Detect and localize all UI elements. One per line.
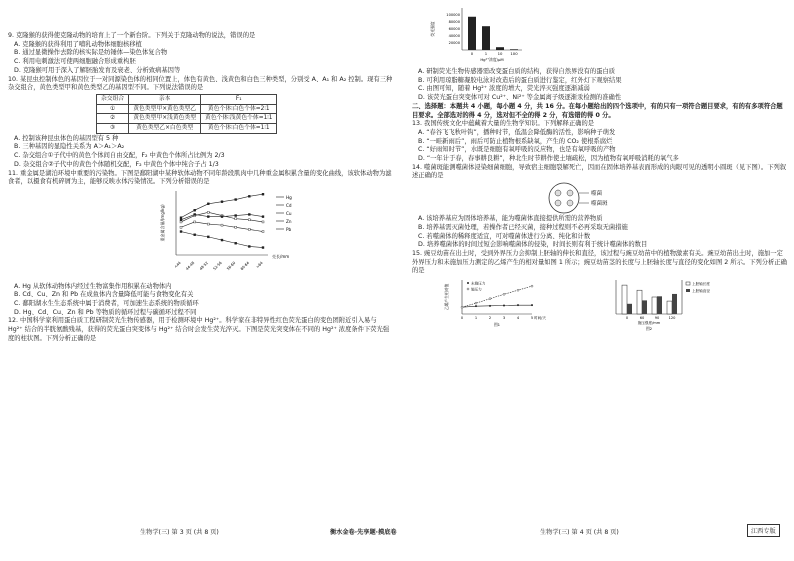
q11-option-c: C. 鄱阳湖水生生态系统中属于消费者，可加速生态系统的物质循环	[14, 300, 199, 308]
section-2-heading: 二、选择题：本题共 4 小题，每小题 4 分，共 16 分。在每小题给出的四个选项中，有的只有一项符合题目要求，有的有多项符合题目要求。全部选对的得 4 分，选对但不全的得 2 分，有选错的得 0 分。	[412, 102, 783, 119]
x-tick-label: 4	[516, 316, 520, 321]
data-point-Cu	[235, 214, 237, 216]
figure-caption: 图2	[645, 326, 653, 332]
data-point-Hg	[248, 195, 250, 197]
diagram-label-plaque: 噬菌斑	[591, 201, 608, 208]
x-tick-label: 0	[460, 316, 464, 321]
data-point-Hg	[194, 209, 196, 211]
table-cell: ②	[97, 114, 129, 124]
bar-diameter	[627, 304, 632, 314]
q14-option-a: A. 该培养基应为固体培养基，能为噬菌体直接提供所需的营养物质	[418, 215, 603, 223]
legend-label-diameter: 上胚轴直径	[692, 289, 710, 294]
x-tick-label: 1	[484, 51, 488, 56]
data-point-Pb	[221, 239, 223, 241]
table-cell: 黄色类型甲×浅黄色类型	[129, 114, 201, 124]
petri-dish-icon	[547, 181, 637, 215]
series-line-Hg	[181, 194, 263, 217]
data-point-no-pressure	[517, 304, 519, 306]
x-axis-label: Hg²⁺浓度/μM	[480, 57, 504, 62]
q13-option-d: D. “一年计于春，春事耕良耕”，种北生时节耕作使土壤疏松，因为植物有氧呼吸消耗的氧气多	[418, 155, 679, 163]
q14-petri-diagram	[547, 181, 788, 215]
table-cell: 黄色个体∶白色个体=1∶1	[201, 124, 277, 134]
q9-option-b: B. 通过显微操作去除的核实际是纺锤体—染色体复合物	[14, 49, 168, 57]
data-point-Zn	[207, 223, 209, 225]
table-cell: 黄色类型乙×白色类型	[129, 124, 201, 134]
data-point-no-pressure	[489, 305, 491, 307]
q10-cross-table	[96, 94, 277, 134]
y-tick-label: 100000	[446, 13, 460, 18]
x-tick-label: 1	[474, 316, 478, 321]
right-page	[412, 68, 788, 332]
data-point-Hg	[262, 193, 264, 195]
table-cell: 黄色类型甲×黄色类型乙	[129, 104, 201, 114]
diagram-label-colony: 噬菌	[591, 191, 603, 198]
q12-option-b: B. 可利用琼脂糖凝胶电泳对改造后的蛋白质进行鉴定，红外灯下观察结果	[418, 76, 622, 84]
data-point-Zn	[221, 224, 223, 226]
question-13	[412, 120, 788, 164]
legend-marker	[467, 288, 469, 290]
x-tick-label: 60	[639, 316, 645, 321]
data-point-no-pressure	[475, 305, 477, 307]
x-tick-label: 3	[502, 316, 506, 321]
data-point-Hg	[235, 198, 237, 200]
data-point-Pb	[248, 245, 250, 247]
q9-option-c: C. 利用电刺激法可使两细胞融合形成重构胚	[14, 58, 136, 66]
data-point-pressure	[475, 302, 477, 304]
x-tick-label: 90	[654, 316, 660, 321]
x-tick-label: 100	[510, 51, 518, 56]
bar	[496, 47, 504, 50]
data-point-Zn	[194, 221, 196, 223]
question-11	[8, 170, 393, 318]
q11-option-d: D. Hg、Cd、Cu、Zn 和 Pb 等物质的循环过程与碳循环过程不同	[14, 308, 197, 316]
table-header: F₁	[201, 94, 277, 104]
x-axis-label: 施压强度/mm	[637, 321, 661, 326]
x-axis-label: 壳长/mm	[272, 253, 290, 259]
legend-label-pressure: 施压力	[471, 287, 482, 292]
data-point-Pb	[180, 230, 182, 232]
y-axis-label: 重金属含量/(mg/kg)	[160, 204, 165, 242]
x-tick-label: 56-60	[226, 260, 237, 272]
q15-stem: 15. 豌豆幼苗在出土时，受到外界压力会抑制上胚轴的伸长和直径，该过程与豌豆幼苗中的植物激素有关。豌豆幼苗出土时，施加一定外界压力和未施加压力测定的乙烯产生的相对量如图 1 所示；豌豆幼苗茎的长度与上胚轴长度与直径的变化如图 2 所示。下列分析正确的是	[412, 249, 787, 275]
table-row	[97, 124, 277, 134]
x-tick-label: <44	[173, 260, 182, 270]
data-point-Pb	[262, 246, 264, 248]
q13-option-c: C. “好雨知时节”，水既是细胞有氧呼吸的反应物，也是有氧呼吸的产物	[418, 146, 616, 154]
legend-swatch	[686, 282, 690, 285]
table-cell: ③	[97, 124, 129, 134]
data-point-Zn	[262, 230, 264, 232]
question-15	[412, 249, 788, 332]
figure-caption: 图1	[493, 322, 501, 328]
x-tick-label: 52-56	[212, 260, 223, 272]
q10-option-a: A. 控制该种昆虫体色的基因型有 5 种	[14, 134, 119, 142]
legend-label-Cu: Cu	[286, 210, 292, 216]
q11-chart	[158, 187, 393, 283]
x-tick-label: >64	[255, 260, 264, 270]
data-point-Pb	[235, 242, 237, 244]
q9-option-a: A. 克隆猴的获得利用了哺乳动物体细胞核移植	[14, 40, 142, 48]
data-point-Zn	[248, 228, 250, 230]
q12-option-c: C. 由图可知，随着 Hg²⁺ 浓度的增大，荧光淬灭强度逐渐减弱	[418, 85, 590, 93]
question-14	[412, 164, 788, 250]
q11-option-b: B. Cd、Cu、Zn 和 Pb 在成鱼体内含量降低可能与食物变化有关	[14, 291, 194, 299]
table-cell: 黄色个体∶白色个体=2∶1	[201, 104, 277, 114]
q10-option-b: B. 三种基因的显隐性关系为 A＞A₁＞A₂	[14, 143, 125, 151]
q15-figures	[412, 276, 788, 332]
legend-label-Pb: Pb	[286, 226, 292, 232]
data-point-Pb	[194, 234, 196, 236]
q10-option-d: D. 杂交组合②子代中的黄色个体随机交配，F₂ 中黄色个体中纯合子占 1/3	[14, 160, 219, 168]
bar	[510, 49, 518, 50]
question-12	[8, 317, 393, 343]
data-point-pressure	[517, 289, 519, 291]
x-tick-label: 0	[625, 316, 629, 321]
data-point-Cu	[248, 213, 250, 215]
bar-diameter	[672, 294, 677, 314]
data-point-Cu	[207, 216, 209, 218]
bar-diameter	[642, 300, 647, 314]
q10-stem: 10. 某昆虫控制体色的基因位于一对同源染色体的相同位置上，体色有黄色、浅黄色和白色三种类型，分别受 A、A₁ 和 A₂ 控制。现有三种杂交组合，黄色类型甲和黄色类型乙的基因型不同。下列说法错误的是	[8, 75, 393, 92]
series-line-no-pressure	[462, 305, 532, 307]
data-point-Cd	[235, 218, 237, 220]
bar	[482, 26, 490, 50]
x-tick-label: 0	[470, 51, 474, 56]
x-axis-label: 时间/天	[534, 316, 546, 321]
q9-option-d: D. 克隆猴可用于深入了解胚胎发育及衰老、分析致病基因等	[14, 66, 181, 74]
bar-length	[622, 285, 627, 314]
table-row	[97, 114, 277, 124]
q12-option-d: D. 该荧光蛋白突变体可对 Cu²⁺、Ni²⁺ 等金属离子级逐渐汞检测的准确性	[418, 94, 622, 102]
bar	[468, 17, 476, 50]
q12-bar-chart	[430, 4, 540, 72]
data-point-pressure	[503, 293, 505, 295]
y-tick-label: 80000	[448, 20, 460, 25]
x-tick-label: 2	[488, 316, 492, 321]
footer-right-page: 生物学(三) 第 4 页 (共 8 页)	[540, 529, 619, 536]
data-point-Hg	[180, 217, 182, 219]
legend-label-Zn: Zn	[286, 218, 292, 224]
question-12-options	[412, 68, 788, 103]
q9-stem: 9. 克隆猴的获得使克隆动物的培育上了一个新台阶。下列关于克隆动物的说法，错误的是	[8, 32, 256, 39]
q12-option-a: A. 研制荧光生物传感器需改变蛋白质的结构，获得自然界没有的蛋白质	[418, 68, 616, 75]
q12-bar-chart-svg	[430, 4, 540, 68]
footer-series-title: 衡水金卷·先享题·摸底卷	[330, 529, 397, 536]
data-point-Cu	[262, 216, 264, 218]
q13-option-b: B. “一畦新雨后”，雨后可防止植物根系缺氧，产生的 CO₂ 使根系腐烂	[418, 137, 613, 145]
data-point-Cd	[248, 219, 250, 221]
data-point-Cd	[180, 221, 182, 223]
y-tick-label: 40000	[448, 34, 460, 39]
q13-option-a: A. “春谷飞飞秋叶钩”，播种时节，低温会降低酶的活性，影响种子萌发	[418, 128, 616, 136]
q11-stem: 11. 重金属是湖泊环境中重要的污染物。下图是鄱阳湖中某种软体动物不同年龄段肌肉中几种重金属积累含量的变化曲线，该软体动物为滤食者，以摄食有机碎屑为主，能够反映水体污染情况。下列分析错误的是	[8, 169, 392, 186]
left-page	[8, 32, 393, 344]
table-header: 杂交组合	[97, 94, 129, 104]
data-point-Hg	[207, 203, 209, 205]
data-point-pressure	[461, 306, 463, 308]
x-tick-label: 60-64	[239, 260, 251, 272]
bar-diameter	[657, 296, 662, 314]
q14-option-c: C. 若噬菌体的稀释度适宜，可对噬菌体进行分离、纯化和计数	[418, 232, 591, 240]
data-point-Zn	[180, 226, 182, 228]
table-header: 亲本	[129, 94, 201, 104]
bar-length	[652, 297, 657, 314]
data-point-no-pressure	[503, 305, 505, 307]
bar-length	[637, 290, 642, 314]
q13-stem: 13. 我国传统文化中蕴藏着大量的生物学知识。下列解释正确的是	[412, 120, 595, 128]
y-tick-label: 60000	[448, 27, 460, 32]
bar-length	[667, 301, 672, 314]
x-tick-label: 5	[530, 316, 534, 321]
data-point-Cd	[262, 221, 264, 223]
data-point-pressure	[489, 298, 491, 300]
y-axis-label: 乙烯产生相对值	[444, 283, 449, 311]
data-point-Pb	[207, 236, 209, 238]
x-tick-label: 48-52	[198, 260, 210, 272]
table-cell: ①	[97, 104, 129, 114]
q14-option-d: D. 培养噬菌体的时间过短会影响噬菌体的侵染，时间长则有利于统计噬菌体的数目	[418, 241, 648, 249]
q14-stem: 14. 噬菌斑能测噬菌体浸染细菌细胞，导致宿主细胞裂解死亡，因而在固体培养基表面形成的肉眼可见的透明小圆斑（见下图）。下列叙述正确的是	[412, 163, 787, 180]
y-axis-label: 荧光强度	[430, 21, 435, 37]
q12-stem: 12. 中国科学家利用蛋白质工程研制荧光生物传感器，用于检测环境中 Hg²⁺。科学家在非特异性红色荧光蛋白的变色团附近引入易与 Hg²⁺ 结合的半胱氨酸残基，获得的荧光蛋白突变体与 Hg²⁺ 结合时会发生荧光淬灭。下图是荧光突变体在不同的 Hg²⁺ 浓度条件下荧光强度的柱状图。下列分析正确的是	[8, 317, 390, 342]
legend-label-no-pressure: 未施压力	[471, 281, 486, 286]
data-point-Zn	[235, 226, 237, 228]
q15-figure-1-svg	[442, 276, 572, 328]
question-9	[8, 32, 393, 76]
legend-label-Hg: Hg	[286, 194, 292, 200]
legend-label-Cd: Cd	[286, 202, 292, 208]
footer-left-page: 生物学(三) 第 3 页 (共 8 页)	[140, 529, 219, 536]
legend-label-length: 上胚轴长度	[692, 282, 710, 287]
data-point-no-pressure	[531, 304, 533, 306]
edition-badge: 江西专版	[747, 524, 780, 537]
series-line-Zn	[181, 222, 263, 232]
question-10	[8, 76, 393, 170]
data-point-Cd	[207, 211, 209, 213]
data-point-pressure	[531, 285, 533, 287]
x-tick-label: 10	[497, 51, 503, 56]
data-point-Hg	[221, 201, 223, 203]
legend-swatch	[686, 289, 690, 292]
x-tick-label: 120	[668, 316, 676, 321]
y-tick-label: 20000	[448, 41, 460, 46]
q11-line-chart-svg	[158, 187, 308, 279]
table-row	[97, 104, 277, 114]
q15-figure-2-svg	[602, 276, 732, 332]
q11-option-a: A. Hg 从软体动物体内经过生物富集作用积累在动物体内	[14, 282, 172, 290]
table-cell: 黄色个体∶浅黄色个体=1∶1	[201, 114, 277, 124]
legend-marker	[467, 282, 469, 284]
data-point-Cu	[194, 213, 196, 215]
x-tick-label: 44-48	[185, 260, 196, 272]
data-point-Cu	[180, 219, 182, 221]
data-point-Cu	[221, 216, 223, 218]
q14-option-b: B. 培养基需灭菌处理，若操作者已经灭菌，接种过程则不必再采取无菌措施	[418, 223, 628, 231]
q10-option-c: C. 杂交组合①子代中的黄色个体间自由交配，F₂ 中黄色个体所占比例为 2/3	[14, 152, 225, 160]
